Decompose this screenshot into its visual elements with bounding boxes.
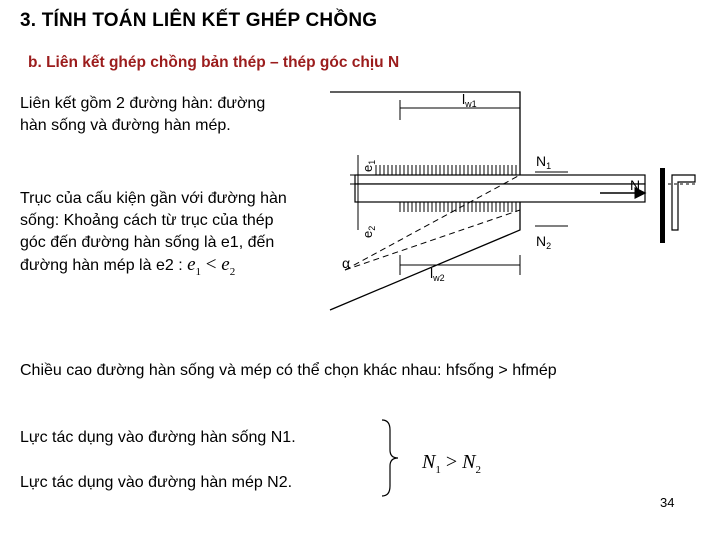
- weld-height-note: Chiều cao đường hàn sống và mép có thể chọn khác nhau: hfsống > hfmép: [20, 362, 557, 379]
- lap-joint-diagram: [300, 80, 700, 320]
- eccentricity-inequality: $e_1 < e_2$: [187, 254, 236, 278]
- force-n2-text: Lực tác dụng vào đường hàn mép N2.: [20, 474, 293, 491]
- n2-label: $N_2$: [536, 233, 552, 251]
- slide-subtitle: b. Liên kết ghép chồng bản thép – thép góc chịu N: [28, 54, 400, 71]
- force-n1-text: Lực tác dụng vào đường hàn sống N1.: [20, 429, 296, 446]
- lw2-label: $l_{w2}$: [430, 265, 445, 283]
- e1-label: $e_1$: [360, 159, 377, 172]
- n1-label: $N_1$: [536, 153, 552, 171]
- slide-title: 3. TÍNH TOÁN LIÊN KẾT GHÉP CHỒNG: [20, 10, 378, 31]
- axis-description-text: Trục của cấu kiện gần với đường hàn sống: Khoảng cách từ trục của thép góc đến đường hàn sống là e1, đến đường hàn mép là e2 :: [20, 190, 287, 274]
- axis-description: [20, 188, 290, 283]
- e2-label: $e_2$: [360, 225, 377, 238]
- weld-description: Liên kết gồm 2 đường hàn: đường hàn sống và đường hàn mép.: [20, 95, 266, 134]
- page-number: 34: [660, 495, 675, 510]
- right-brace: [380, 418, 410, 498]
- n-label: N: [630, 177, 641, 193]
- lw1-label: $l_{w1}$: [462, 91, 477, 109]
- force-inequality: $N_1 > N_2$: [422, 451, 481, 476]
- alpha-label: α: [342, 255, 351, 271]
